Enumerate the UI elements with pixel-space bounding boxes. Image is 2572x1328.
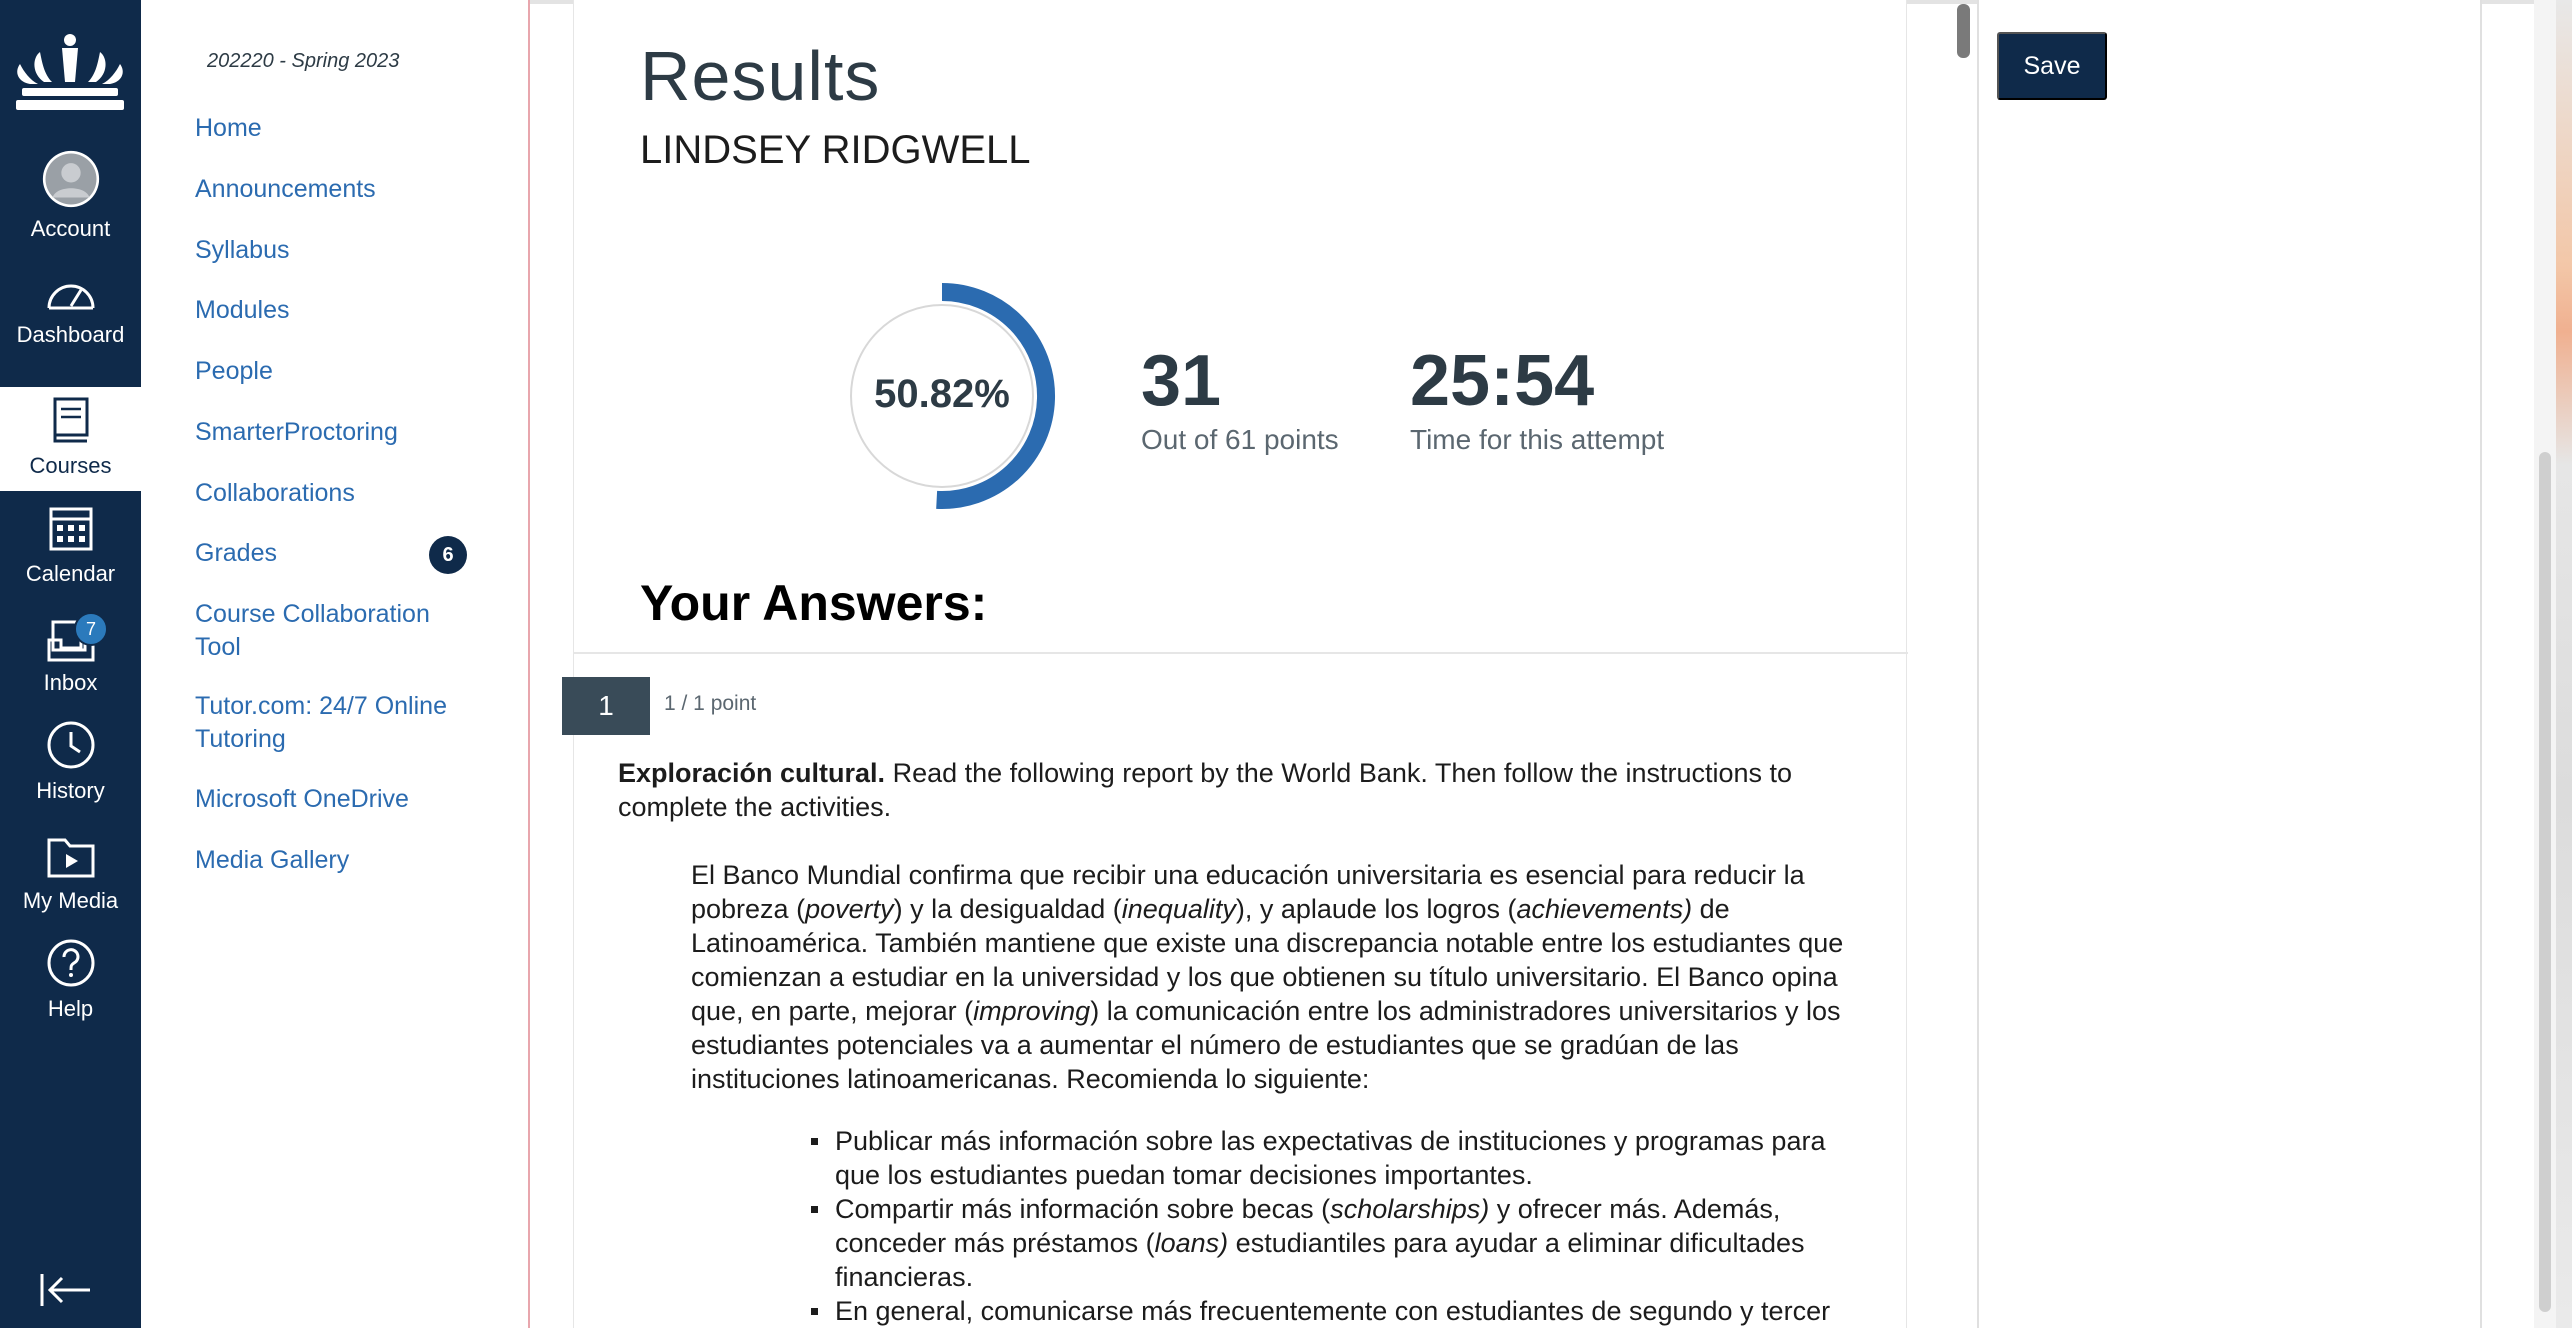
score-percent: 50.82%: [874, 372, 1010, 416]
bullet-item: [835, 1192, 1875, 1294]
nav-courses[interactable]: [0, 387, 141, 491]
question-intro: [618, 756, 1868, 824]
question-passage: [691, 858, 1876, 1096]
bullet-run: En general, comunicarse más frecuentemente con estudiantes de segundo y tercer: [835, 1296, 1831, 1326]
collapse-nav-icon[interactable]: [38, 1270, 94, 1310]
passage-run: improving: [973, 996, 1091, 1026]
attempt-time: 25:54: [1410, 341, 1595, 421]
bullet-item: [835, 1294, 1875, 1328]
passage-run: ) y la desigualdad (: [893, 894, 1122, 924]
course-link-media-gallery[interactable]: Media Gallery: [195, 846, 350, 874]
student-name: LINDSEY RIDGWELL: [640, 128, 1031, 172]
points-caption: Out of 61 points: [1141, 424, 1339, 455]
course-term-label: 202220 - Spring 2023: [207, 50, 400, 72]
course-link-people[interactable]: People: [195, 357, 273, 385]
crown-logo-icon[interactable]: [0, 30, 141, 126]
passage-run: inequality: [1121, 894, 1236, 924]
question-bullet-list: [835, 1124, 1875, 1328]
bullet-item: [835, 1124, 1875, 1192]
page-scrollbar-thumb[interactable]: [2539, 452, 2551, 1312]
nav-my-media[interactable]: [0, 822, 141, 926]
passage-run: El Banco Mundial confirma que recibir una educación universitaria es esencial para reducir la pobreza (: [691, 860, 1805, 924]
nav-history-label: History: [36, 778, 105, 803]
grades-count-badge: 6: [429, 536, 467, 574]
bullet-run: scholarships): [1330, 1194, 1490, 1224]
passage-run: de Latinoamérica. También mantiene que existe una discrepancia notable entre los estudiantes que comienzan a estudiar en la universidad y los que obtienen su título universitario. El Banco opina que, en parte, mejorar (: [691, 894, 1844, 1026]
global-navigation: [0, 0, 141, 1328]
nav-my-media-label: My Media: [22, 888, 119, 913]
calendar-icon: [48, 503, 94, 553]
window-edge: [2556, 0, 2572, 1328]
course-link-collaboration-tool[interactable]: Course Collaboration Tool: [195, 600, 430, 661]
bullet-run: estudiantiles para ayudar a eliminar dificultades financieras.: [835, 1228, 1805, 1292]
avatar-icon: [38, 150, 104, 208]
passage-run: ) la comunicación entre los administradores universitarios y los estudiantes potenciales va a aumentar el número de estudiantes que se gradúan de las instituciones latinoamericanas. Recomienda lo siguiente:: [691, 996, 1841, 1094]
course-link-smarterproctoring[interactable]: SmarterProctoring: [195, 418, 398, 446]
quiz-results-panel: [573, 0, 1907, 1328]
help-question-icon: [46, 938, 96, 988]
course-link-announcements[interactable]: Announcements: [195, 175, 376, 203]
course-link-tutor[interactable]: Tutor.com: 24/7 Online Tutoring: [195, 692, 447, 753]
passage-run: achievements): [1516, 894, 1693, 924]
save-button[interactable]: Save: [1997, 32, 2107, 100]
page-title: Results: [640, 37, 881, 115]
media-folder-icon: [46, 832, 96, 880]
course-link-onedrive[interactable]: Microsoft OneDrive: [195, 785, 409, 813]
courses-book-icon: [51, 397, 91, 445]
nav-courses-label: Courses: [29, 453, 112, 478]
course-link-syllabus[interactable]: Syllabus: [195, 236, 290, 264]
nav-help[interactable]: [0, 930, 141, 1034]
course-link-modules[interactable]: Modules: [195, 296, 290, 324]
passage-run: ), y aplaude los logros (: [1235, 894, 1517, 924]
answers-heading: Your Answers:: [640, 575, 988, 631]
nav-account[interactable]: [0, 150, 141, 254]
question-intro-text: Read the following report by the World Bank. Then follow the instructions to complete the activities.: [618, 758, 1793, 822]
bullet-run: Publicar más información sobre las expectativas de instituciones y programas para que los estudiantes puedan tomar decisiones importantes.: [835, 1126, 1826, 1190]
nav-dashboard-label: Dashboard: [16, 322, 125, 347]
main-scrollbar-thumb[interactable]: [1957, 4, 1970, 58]
question-intro-bold: Exploración cultural.: [618, 758, 886, 788]
nav-inbox[interactable]: [0, 604, 141, 708]
points-earned: 31: [1141, 341, 1222, 421]
right-sidebar: [1977, 0, 2482, 1328]
nav-inbox-label: Inbox: [43, 670, 98, 695]
answers-divider: [574, 652, 1908, 654]
course-navigation: [141, 0, 530, 1328]
dashboard-gauge-icon: [45, 274, 97, 314]
passage-run: poverty: [805, 894, 894, 924]
nav-account-label: Account: [30, 216, 111, 241]
question-points: 1 / 1 point: [664, 692, 757, 715]
course-link-collaborations[interactable]: Collaborations: [195, 479, 355, 507]
history-clock-icon: [46, 720, 96, 770]
nav-help-label: Help: [47, 996, 94, 1021]
time-caption: Time for this attempt: [1410, 424, 1665, 455]
inbox-unread-badge: 7: [74, 612, 108, 646]
bullet-run: y ofrecer más. Además, conceder más préstamos (: [835, 1194, 1781, 1258]
course-link-grades[interactable]: Grades: [195, 539, 277, 567]
question-number: 1: [562, 677, 650, 735]
nav-dashboard[interactable]: [0, 256, 141, 360]
nav-calendar[interactable]: [0, 495, 141, 599]
bullet-run: loans): [1154, 1228, 1229, 1258]
bullet-run: Compartir más información sobre becas (: [835, 1194, 1331, 1224]
course-link-home[interactable]: Home: [195, 114, 262, 142]
nav-history[interactable]: [0, 712, 141, 816]
nav-calendar-label: Calendar: [25, 561, 116, 586]
